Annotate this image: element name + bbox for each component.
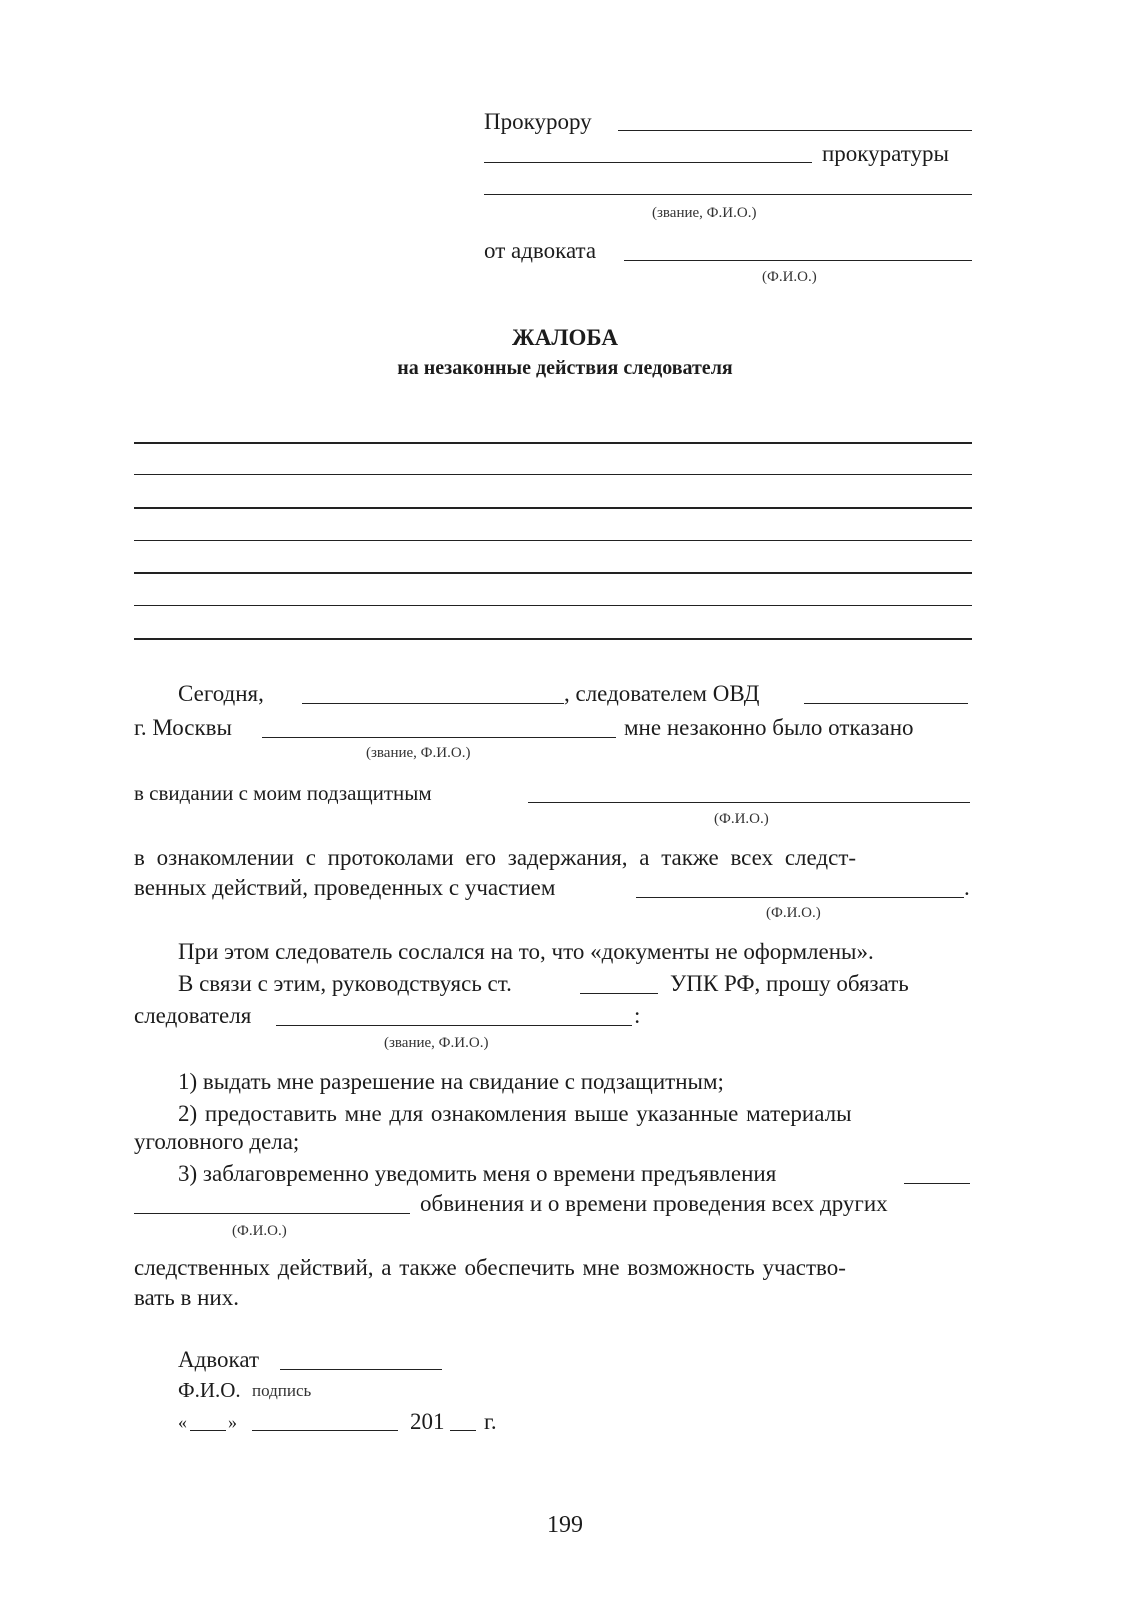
accused-name-line-b	[134, 1213, 410, 1214]
advocate-name-line	[624, 260, 972, 261]
caption-name-body-3: (Ф.И.О.)	[232, 1223, 287, 1239]
caption-name: (Ф.И.О.)	[762, 269, 817, 285]
year-prefix: 201	[410, 1409, 445, 1434]
paragraph3-end: УПК РФ, прошу обязать	[670, 971, 909, 996]
request-item-1: 1) выдать мне разрешение на свидание с подзащитным;	[178, 1069, 724, 1094]
participant-name-line	[636, 897, 964, 898]
advocate-signature-label: Адвокат	[178, 1347, 260, 1372]
paragraph1-line5: венных действий, проведенных с участием	[134, 875, 556, 900]
caption-name-body: (Ф.И.О.)	[714, 811, 769, 827]
client-name-line	[528, 802, 970, 803]
year-line	[450, 1430, 476, 1431]
investigator-name-line	[262, 737, 616, 738]
document-title: ЖАЛОБА	[512, 325, 618, 350]
month-line	[252, 1430, 398, 1431]
request-item-2-line1: 2) предоставить мне для ознакомления выше указанные материалы	[178, 1101, 852, 1126]
blank-line-7	[134, 638, 972, 640]
date-close-quote: »	[228, 1412, 237, 1432]
caption-rank-name-body: (звание, Ф.И.О.)	[366, 745, 471, 761]
accused-name-line-a	[904, 1183, 970, 1184]
caption-rank-name: (звание, Ф.И.О.)	[652, 205, 757, 221]
signature-line	[280, 1369, 442, 1370]
investigator-label: следователя	[134, 1003, 252, 1028]
blank-line-6	[134, 605, 972, 606]
article-line	[580, 993, 658, 994]
blank-line-5	[134, 572, 972, 574]
year-suffix: г.	[484, 1409, 497, 1434]
blank-line-1	[134, 442, 972, 444]
request-item-3-line1: 3) заблаговременно уведомить меня о времени предъявления	[178, 1161, 777, 1186]
prosecutor-name-line	[618, 130, 972, 131]
day-line	[190, 1430, 226, 1431]
blank-line-4	[134, 540, 972, 541]
investigator-ovd-label: , следователем ОВД	[564, 681, 760, 706]
ovd-line	[804, 703, 968, 704]
prosecutors-office-label: прокуратуры	[822, 141, 949, 166]
request-item-3-line4: вать в них.	[134, 1285, 239, 1310]
paragraph3-start: В связи с этим, руководствуясь ст.	[178, 971, 512, 996]
document-subtitle: на незаконные действия следователя	[397, 357, 733, 379]
visit-label: в свидании с моим подзащитным	[134, 781, 432, 805]
prosecutor-rank-line	[484, 194, 972, 195]
name-label: Ф.И.О.	[178, 1378, 241, 1402]
caption-rank-name-body-2: (звание, Ф.И.О.)	[384, 1035, 489, 1051]
city-label: г. Москвы	[134, 715, 232, 740]
request-item-3-line3: следственных действий, а также обеспечить мне возможность участво-	[134, 1255, 846, 1280]
paragraph1-line4: в ознакомлении с протоколами его задержания, а также всех следст-	[134, 845, 857, 870]
blank-line-3	[134, 507, 972, 509]
caption-name-body-2: (Ф.И.О.)	[766, 905, 821, 921]
request-item-2-line2: уголовного дела;	[134, 1129, 300, 1154]
colon: :	[634, 1003, 641, 1028]
investigator-rank-line	[276, 1025, 632, 1026]
date-line	[302, 703, 564, 704]
to-prosecutor-label: Прокурору	[484, 109, 592, 134]
paragraph2: При этом следователь сослался на то, что «документы не оформлены».	[178, 939, 874, 964]
date-open-quote: «	[178, 1412, 187, 1432]
period: .	[964, 875, 970, 900]
blank-line-2	[134, 474, 972, 475]
signature-caption: подпись	[252, 1381, 312, 1400]
request-item-3-line2: обвинения и о времени проведения всех других	[420, 1191, 888, 1216]
prosecutors-office-line	[484, 162, 812, 163]
today-label: Сегодня,	[178, 681, 264, 706]
from-advocate-label: от адвоката	[484, 238, 597, 263]
refused-label: мне незаконно было отказано	[624, 715, 914, 740]
page-number: 199	[547, 1512, 583, 1538]
